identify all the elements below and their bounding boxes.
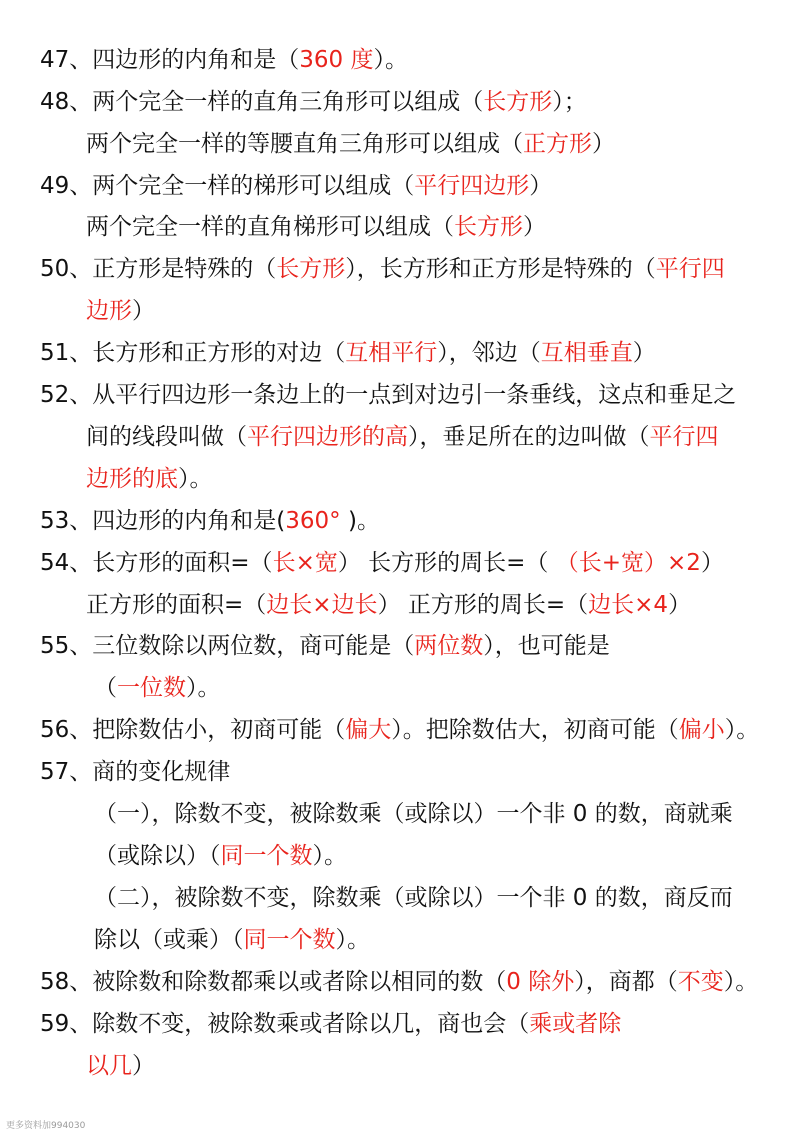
question-text: 正方形的面积=（ xyxy=(86,592,267,618)
answer-text: 边长×边长 xyxy=(266,592,378,618)
question-text: 48、 xyxy=(40,89,93,115)
answer-text: 边长×4 xyxy=(588,592,669,618)
question-text: 间的线段叫做（ xyxy=(86,424,247,450)
question-text: 被除数和除数都乘以或者除以相同的数（ xyxy=(92,969,507,995)
text-line xyxy=(40,86,587,118)
question-text: （二），被除数不变，除数乘（或除以）一个非 0 的数，商反而 xyxy=(94,885,733,911)
question-text: ） xyxy=(132,1053,155,1079)
answer-text: 边形的底 xyxy=(86,466,178,492)
question-text: ）。 xyxy=(178,466,213,492)
question-text: 从平行四边形一条边上的一点到对边引一条垂线，这点和垂足之 xyxy=(92,382,737,408)
text-line xyxy=(40,253,725,285)
question-text: ），商都（ xyxy=(574,969,678,995)
question-text: 56、 xyxy=(40,717,93,743)
question-text: ） xyxy=(523,214,546,240)
answer-text: 不变 xyxy=(677,969,724,995)
question-text: ），也可能是 xyxy=(483,633,610,659)
answer-text: 同一个数 xyxy=(243,927,336,953)
answer-text: 两位数 xyxy=(414,633,484,659)
question-text: 正方形是特殊的（ xyxy=(92,256,277,282)
question-text: 三位数除以两位数，商可能是（ xyxy=(92,633,415,659)
question-text: ）。 xyxy=(724,717,760,743)
question-text: 59、 xyxy=(40,1011,93,1037)
answer-text: 乘或者除 xyxy=(529,1011,622,1037)
answer-text: 长方形 xyxy=(276,256,346,282)
text-line xyxy=(40,966,758,998)
text-line xyxy=(86,463,213,495)
text-line xyxy=(40,44,408,76)
text-line xyxy=(94,882,733,914)
answer-text: 360° xyxy=(285,508,348,534)
question-text: 50、 xyxy=(40,256,93,282)
answer-text: 平行四 xyxy=(655,256,725,282)
question-text: 55、 xyxy=(40,633,93,659)
question-text: 除数不变，被除数乘或者除以几，商也会（ xyxy=(92,1011,530,1037)
text-line xyxy=(40,337,656,369)
question-text: ），垂足所在的边叫做（ xyxy=(408,424,650,450)
question-text: ） 长方形的周长=（ xyxy=(337,550,556,576)
question-text: 52、 xyxy=(40,382,93,408)
question-text: （一），除数不变，被除数乘（或除以）一个非 0 的数，商就乘 xyxy=(94,801,733,827)
question-text: ），长方形和正方形是特殊的（ xyxy=(345,256,656,282)
question-text: 53、 xyxy=(40,508,93,534)
answer-text: 互相平行 xyxy=(345,340,438,366)
question-text: 两个完全一样的直角三角形可以组成（ xyxy=(92,89,484,115)
question-text: ）。 xyxy=(723,969,759,995)
question-text: 49、 xyxy=(40,173,93,199)
text-line xyxy=(40,1008,621,1040)
text-line xyxy=(40,547,724,579)
text-line xyxy=(40,170,552,202)
question-text: 54、 xyxy=(40,550,93,576)
question-text: 四边形的内角和是（ xyxy=(92,47,300,73)
question-text: ）。 xyxy=(186,675,221,701)
text-line xyxy=(40,714,759,746)
text-line xyxy=(86,421,719,453)
question-text: 58、 xyxy=(40,969,93,995)
question-text: )。 xyxy=(347,508,380,534)
text-line xyxy=(40,630,610,662)
answer-text: 互相垂直 xyxy=(540,340,633,366)
question-text: 商的变化规律 xyxy=(92,759,231,785)
answer-text: 偏小 xyxy=(678,717,725,743)
answer-text: 360 度 xyxy=(299,47,374,73)
question-text: 57、 xyxy=(40,759,93,785)
text-line xyxy=(40,379,736,411)
question-text: 除以（或乘）（ xyxy=(94,927,244,953)
text-line xyxy=(94,840,347,872)
text-line xyxy=(86,589,691,621)
question-text: ），邻边（ xyxy=(437,340,541,366)
text-line xyxy=(94,672,221,704)
question-text: 47、 xyxy=(40,47,93,73)
question-text: （或除以）（ xyxy=(94,843,221,869)
question-text: 两个完全一样的直角梯形可以组成（ xyxy=(86,214,454,240)
question-text: ）。把除数估大，初商可能（ xyxy=(391,717,679,743)
question-text: ）； xyxy=(552,89,587,115)
answer-text: 正方形 xyxy=(523,131,592,157)
question-text: ） 正方形的周长=（ xyxy=(377,592,589,618)
question-text: ）。 xyxy=(335,927,370,953)
answer-text: （长+宽）×2 xyxy=(555,550,701,576)
answer-text: 长×宽 xyxy=(272,550,338,576)
question-text: 四边形的内角和是( xyxy=(92,508,286,534)
answer-text: 平行四 xyxy=(649,424,719,450)
answer-text: 平行四边形 xyxy=(414,173,530,199)
text-line xyxy=(94,798,733,830)
question-text: 把除数估小，初商可能（ xyxy=(92,717,346,743)
question-text: ） xyxy=(592,131,615,157)
text-line xyxy=(86,211,546,243)
answer-text: 同一个数 xyxy=(220,843,313,869)
question-text: ） xyxy=(700,550,724,576)
answer-text: 长方形 xyxy=(454,214,523,240)
answer-text: 平行四边形的高 xyxy=(247,424,408,450)
question-text: ） xyxy=(132,298,155,324)
question-text: ） xyxy=(668,592,692,618)
question-text: ）。 xyxy=(373,47,408,73)
answer-text: 以几 xyxy=(86,1053,132,1079)
answer-text: 0 除外 xyxy=(506,969,575,995)
footer-note: 更多资料加994030 xyxy=(6,1121,86,1131)
question-text: 两个完全一样的等腰直角三角形可以组成（ xyxy=(86,131,523,157)
text-line xyxy=(40,505,380,537)
text-line xyxy=(86,1050,155,1082)
question-text: （ xyxy=(94,675,117,701)
question-text: ） xyxy=(632,340,656,366)
answer-text: 长方形 xyxy=(483,89,553,115)
question-text: 长方形和正方形的对边（ xyxy=(92,340,346,366)
text-line xyxy=(40,756,230,788)
question-text: 长方形的面积=（ xyxy=(92,550,273,576)
question-text: ） xyxy=(529,173,553,199)
text-line xyxy=(94,924,370,956)
question-text: 两个完全一样的梯形可以组成（ xyxy=(92,173,415,199)
answer-text: 偏大 xyxy=(345,717,392,743)
answer-text: 一位数 xyxy=(117,675,186,701)
question-text: 51、 xyxy=(40,340,93,366)
question-text: ）。 xyxy=(312,843,347,869)
text-line xyxy=(86,295,155,327)
answer-text: 边形 xyxy=(86,298,132,324)
text-line xyxy=(86,128,615,160)
